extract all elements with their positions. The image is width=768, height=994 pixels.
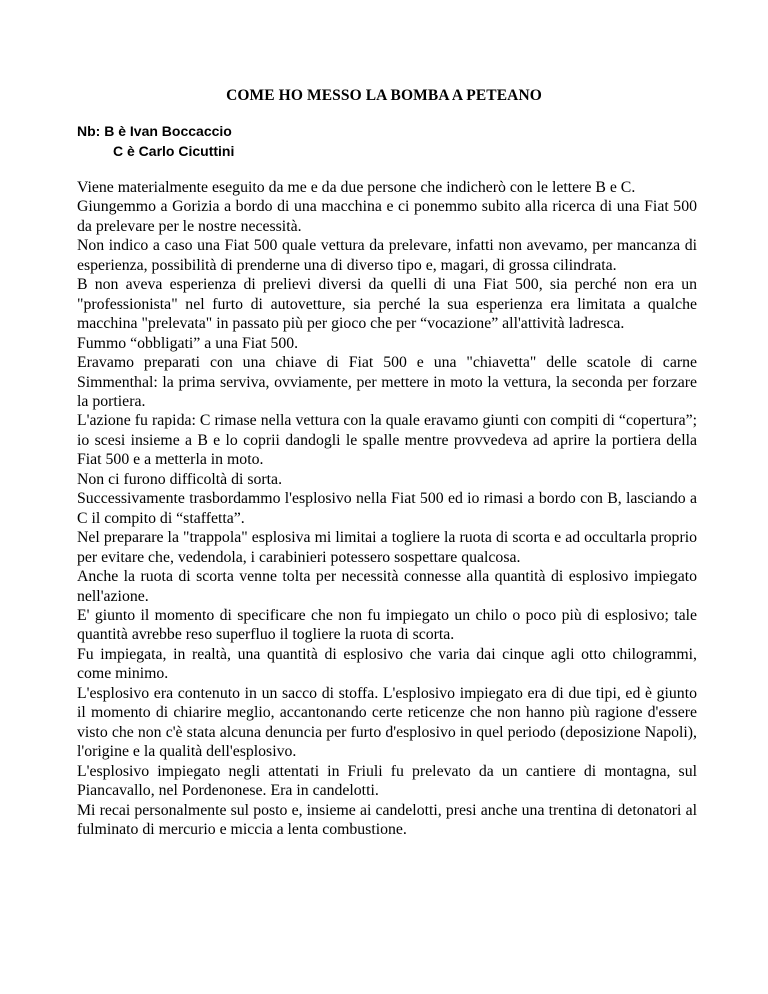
paragraph: Successivamente trasbordammo l'esplosivo nella Fiat 500 ed io rimasi a bordo con B, lasciando a C il compito di “staffetta”. <box>77 490 697 527</box>
paragraph: B non aveva esperienza di prelievi diversi da quelli di una Fiat 500, sia perché non era un "professionista" nel furto di autovetture, sia perché la sua esperienza era limitata a qualche macchina "prelevata" in passato più per gioco che per “vocazione” all'attività ladresca. <box>77 276 697 333</box>
paragraph: Non indico a caso una Fiat 500 quale vettura da prelevare, infatti non avevamo, per mancanza di esperienza, possibilità di prenderne una di diverso tipo e, magari, di grossa cilindrata. <box>77 237 697 274</box>
paragraph: Anche la ruota di scorta venne tolta per necessità connesse alla quantità di esplosivo impiegato nell'azione. <box>77 568 697 605</box>
paragraph: E' giunto il momento di specificare che non fu impiegato un chilo o poco più di esplosivo; tale quantità avrebbe reso superfluo il togliere la ruota di scorta. <box>77 606 697 644</box>
document-title: COME HO MESSO LA BOMBA A PETEANO <box>226 87 542 104</box>
paragraph: Nel preparare la "trappola" esplosiva mi limitai a togliere la ruota di scorta e ad occultarla proprio per evitare che, vedendola, i carabinieri potessero sospettare qualcosa. <box>77 529 697 566</box>
paragraph: Viene materialmente eseguito da me e da due persone che indicherò con le lettere B e C. <box>77 179 636 196</box>
paragraph: Fu impiegata, in realtà, una quantità di esplosivo che varia dai cinque agli otto chilogrammi, come minimo. <box>77 645 697 683</box>
paragraph: Non ci furono difficoltà di sorta. <box>77 470 283 488</box>
paragraph: Eravamo preparati con una chiave di Fiat 500 e una "chiavetta" delle scatole di carne Simmenthal: la prima serviva, ovviamente, per mettere in moto la vettura, la seconda per forzare la portiera. <box>77 354 697 410</box>
paragraph: Giungemmo a Gorizia a bordo di una macchina e ci ponemmo subito alla ricerca di una Fiat 500 da prelevare per le nostre necessità. <box>77 198 697 235</box>
paragraph: L'esplosivo era contenuto in un sacco di stoffa. L'esplosivo impiegato era di due tipi, ed è giunto il momento di chiarire meglio, accantonando certe reticenze che non hanno più ragione d'essere visto che non c'è stata alcuna denuncia per furto d'esplosivo in quel periodo (deposizione Napoli), l'origine e la qualità dell'esplosivo. <box>77 684 697 761</box>
note-line-c: C è Carlo Cicuttini <box>113 143 235 159</box>
paragraph: L'azione fu rapida: C rimase nella vettura con la quale eravamo giunti con compiti di “copertura”; io scesi insieme a B e lo coprii dandogli le spalle mentre provvedeva ad aprire la portiera della Fiat 500 e a metterla in moto. <box>77 412 697 469</box>
note-line-b: Nb: B è Ivan Boccaccio <box>77 123 232 139</box>
paragraph: L'esplosivo impiegato negli attentati in Friuli fu prelevato da un cantiere di montagna, sul Piancavallo, nel Pordenonese. Era in candelotti. <box>77 762 697 800</box>
paragraph: Fummo “obbligati” a una Fiat 500. <box>77 334 299 352</box>
paragraph: Mi recai personalmente sul posto e, insieme ai candelotti, presi anche una trentina di detonatori al fulminato di mercurio e miccia a lenta combustione. <box>77 801 697 838</box>
document-body <box>77 178 697 839</box>
